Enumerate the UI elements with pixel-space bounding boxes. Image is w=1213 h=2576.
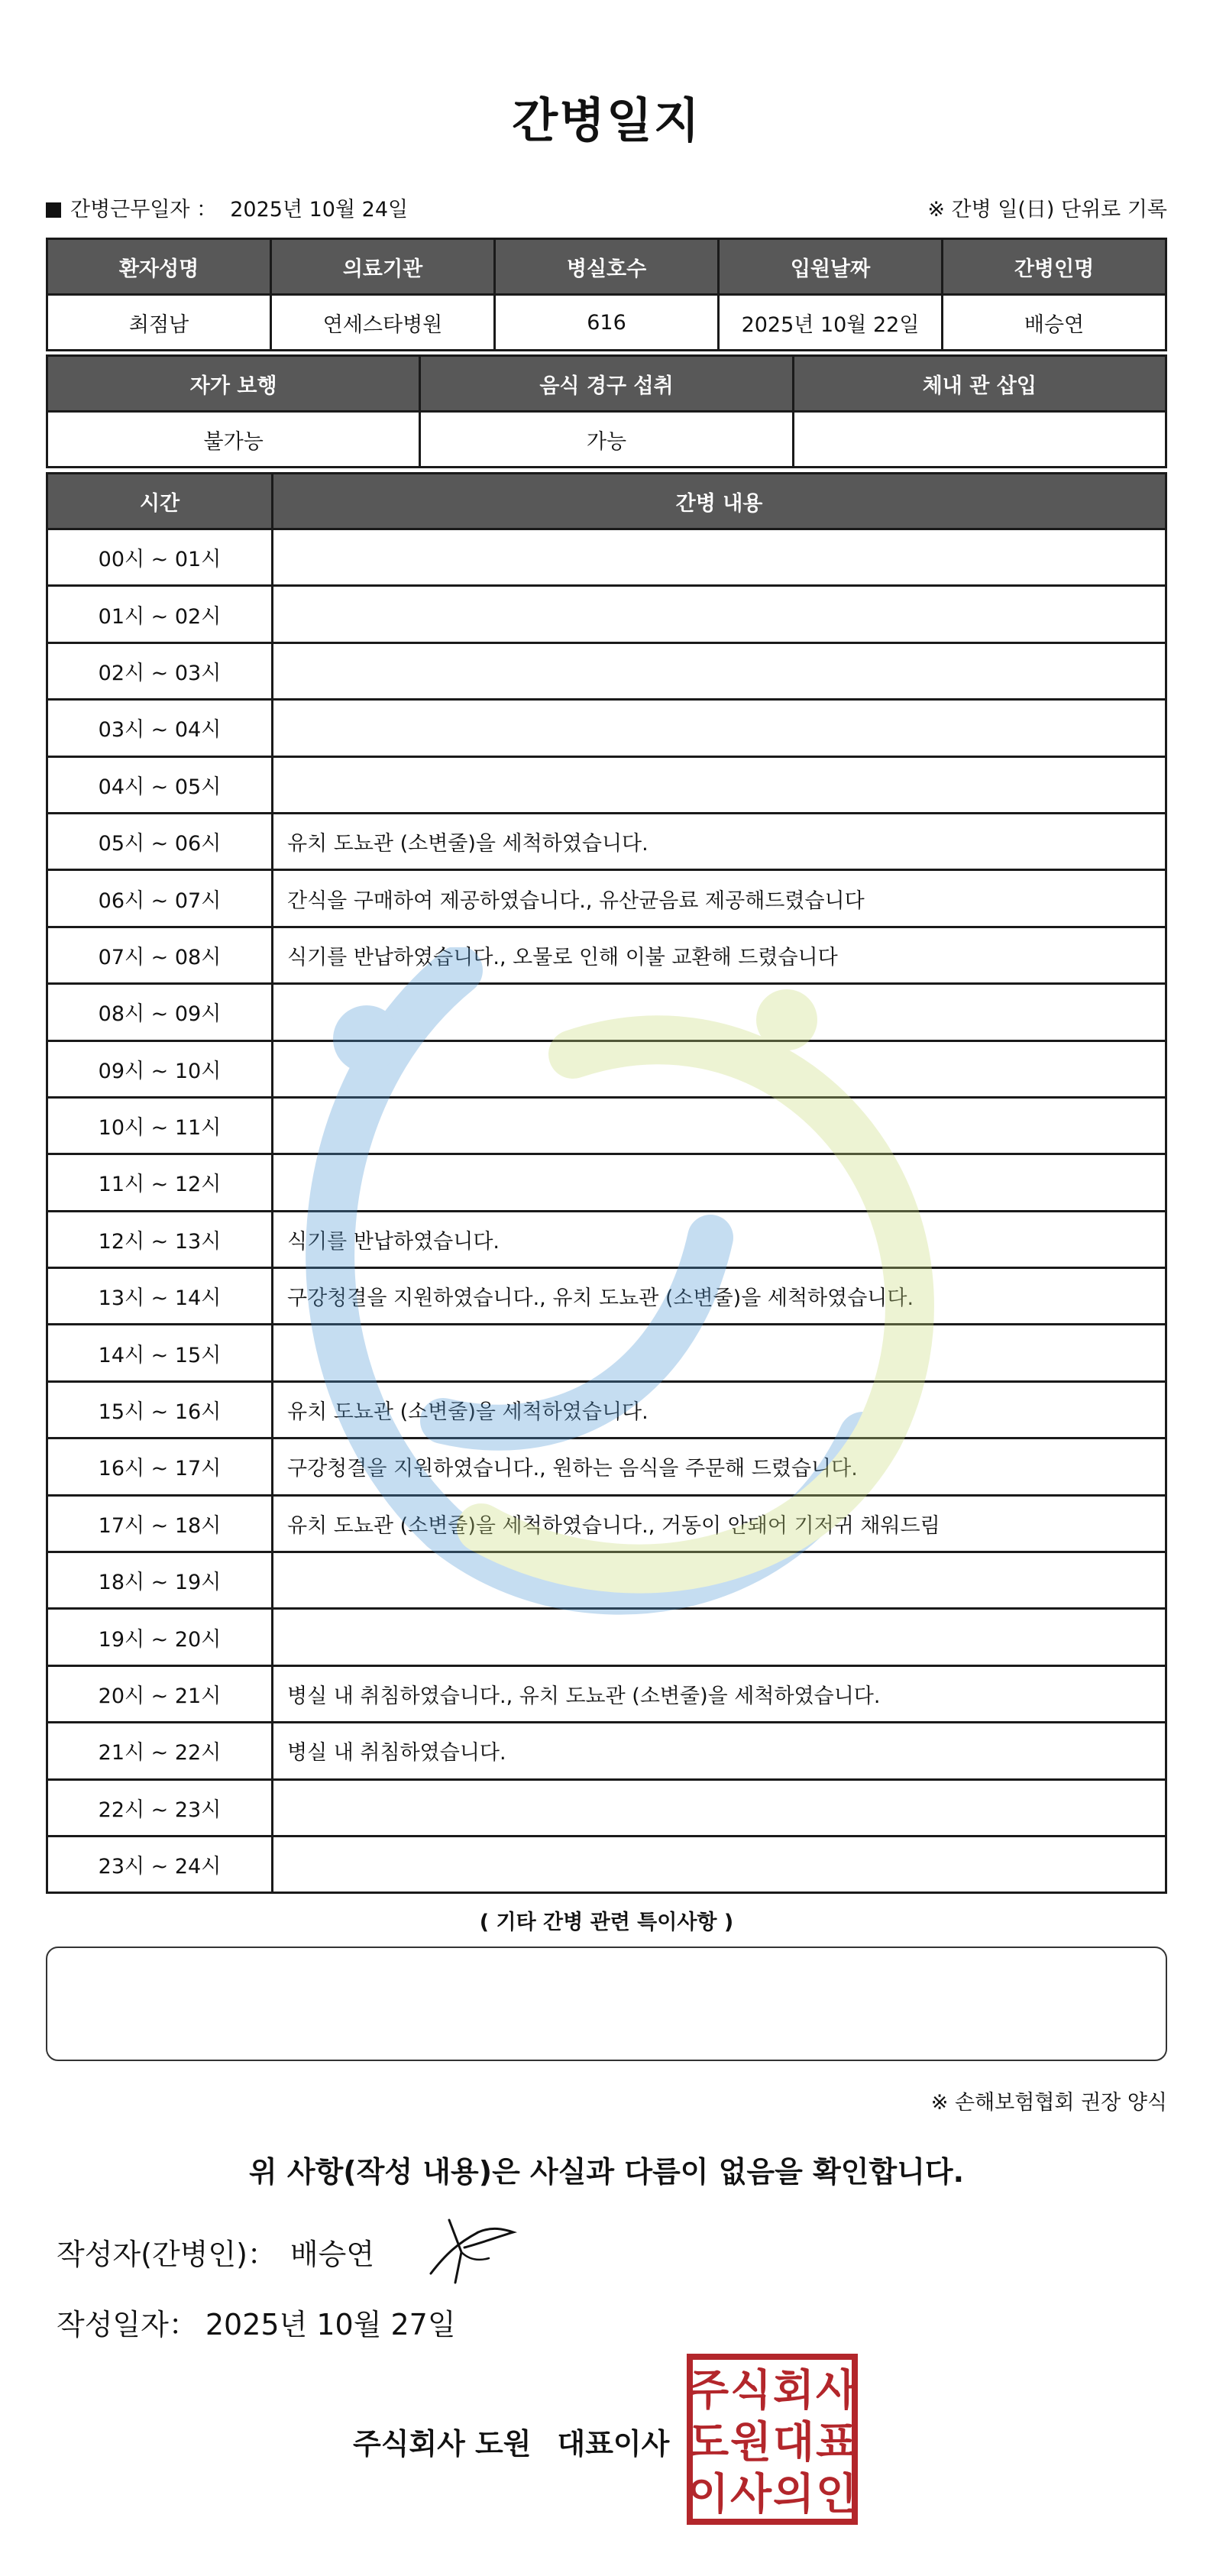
svg-text:주: 주 [687, 2366, 729, 2416]
patient-name: 최점남 [47, 295, 271, 351]
svg-text:식: 식 [729, 2366, 772, 2416]
log-row [47, 870, 1166, 927]
log-row [47, 927, 1166, 983]
company-seal-stamp-icon [686, 2353, 859, 2526]
log-content-cell [273, 1552, 1166, 1609]
svg-text:의: 의 [772, 2470, 815, 2519]
log-content-cell: 병실 내 취침하였습니다. [273, 1723, 1166, 1779]
log-content-cell: 병실 내 취침하였습니다., 유치 도뇨관 (소변줄)을 세척하였습니다. [273, 1665, 1166, 1722]
svg-text:이: 이 [687, 2470, 729, 2519]
log-row [47, 1836, 1166, 1892]
log-content-cell [273, 756, 1166, 813]
log-row [47, 529, 1166, 586]
log-content-cell: 구강청결을 지원하였습니다., 유치 도뇨관 (소변줄)을 세척하였습니다. [273, 1268, 1166, 1325]
log-content-cell [273, 1325, 1166, 1381]
status-header: 자가 보행 [47, 356, 420, 412]
log-row [47, 1097, 1166, 1154]
self-walking-value: 불가능 [47, 412, 420, 468]
log-content-cell: 유치 도뇨관 (소변줄)을 세척하였습니다. [273, 813, 1166, 869]
log-time-cell: 22시 ~ 23시 [47, 1779, 273, 1836]
log-row [47, 586, 1166, 642]
log-time-cell: 11시 ~ 12시 [47, 1154, 273, 1211]
written-date-value: 2025년 10월 27일 [205, 2308, 456, 2341]
log-time-cell: 08시 ~ 09시 [47, 984, 273, 1040]
svg-text:도: 도 [687, 2418, 729, 2468]
log-row [47, 756, 1166, 813]
log-row [47, 1040, 1166, 1097]
log-row [47, 1154, 1166, 1211]
log-time-cell: 15시 ~ 16시 [47, 1381, 273, 1438]
special-notes-box [46, 1947, 1167, 2061]
log-content-cell: 간식을 구매하여 제공하였습니다., 유산균음료 제공해드렸습니다 [273, 870, 1166, 927]
written-date-line [57, 2301, 456, 2343]
log-content-cell [273, 586, 1166, 642]
log-row [47, 700, 1166, 756]
confirmation-statement: 위 사항(작성 내용)은 사실과 다름이 없음을 확인합니다. [248, 2155, 965, 2189]
representative-title: 대표이사 [557, 2427, 670, 2461]
patient-status-table [46, 354, 1167, 468]
svg-text:사: 사 [815, 2366, 858, 2416]
work-date-line [46, 193, 408, 222]
log-content-cell [273, 1779, 1166, 1836]
work-date-value: 2025년 10월 24일 [230, 198, 409, 222]
log-time-cell: 01시 ~ 02시 [47, 586, 273, 642]
company-signature-line [353, 2420, 669, 2462]
log-content-cell: 유치 도뇨관 (소변줄)을 세척하였습니다. [273, 1381, 1166, 1438]
log-time-cell: 20시 ~ 21시 [47, 1665, 273, 1722]
log-content-cell: 유치 도뇨관 (소변줄)을 세척하였습니다., 거동이 안돼어 기저귀 채워드림 [273, 1495, 1166, 1552]
log-time-cell: 02시 ~ 03시 [47, 642, 273, 699]
log-time-cell: 03시 ~ 04시 [47, 700, 273, 756]
log-time-cell: 06시 ~ 07시 [47, 870, 273, 927]
log-time-cell: 16시 ~ 17시 [47, 1438, 273, 1495]
log-content-cell: 구강청결을 지원하였습니다., 원하는 음식을 주문해 드렸습니다. [273, 1438, 1166, 1495]
room-number: 616 [495, 295, 719, 351]
status-header: 음식 경구 섭취 [420, 356, 793, 412]
content-column-header: 간병 내용 [273, 474, 1166, 529]
log-time-cell: 14시 ~ 15시 [47, 1325, 273, 1381]
record-unit-note: ※ 간병 일(日) 단위로 기록 [927, 198, 1167, 222]
info-header: 의료기관 [271, 239, 495, 295]
admission-date: 2025년 10월 22일 [719, 295, 943, 351]
svg-text:표: 표 [815, 2418, 858, 2468]
log-time-cell: 09시 ~ 10시 [47, 1040, 273, 1097]
hourly-care-log-table [46, 472, 1167, 1894]
tube-insertion-value [793, 412, 1166, 468]
log-content-cell [273, 1609, 1166, 1665]
log-content-cell [273, 1154, 1166, 1211]
notes-title: ( 기타 간병 관련 특이사항 ) [479, 1911, 734, 1934]
log-time-cell: 04시 ~ 05시 [47, 756, 273, 813]
log-time-cell: 19시 ~ 20시 [47, 1609, 273, 1665]
log-time-cell: 12시 ~ 13시 [47, 1211, 273, 1267]
log-content-cell [273, 529, 1166, 586]
log-content-cell [273, 1097, 1166, 1154]
document-title: 간병일지 [512, 92, 701, 148]
work-date-label: 간병근무일자 ： [70, 198, 218, 222]
log-row [47, 1438, 1166, 1495]
svg-text:대: 대 [772, 2418, 815, 2468]
log-row [47, 1381, 1166, 1438]
black-square-icon [46, 202, 61, 218]
log-row [47, 1268, 1166, 1325]
caregiver-name: 배승연 [943, 295, 1166, 351]
info-header: 병실호수 [495, 239, 719, 295]
log-row [47, 1552, 1166, 1609]
log-row [47, 1495, 1166, 1552]
log-row [47, 1723, 1166, 1779]
oral-intake-value: 가능 [420, 412, 793, 468]
log-time-cell: 18시 ~ 19시 [47, 1552, 273, 1609]
log-row [47, 1665, 1166, 1722]
time-column-header: 시간 [47, 474, 273, 529]
log-time-cell: 07시 ~ 08시 [47, 927, 273, 983]
svg-text:인: 인 [815, 2470, 858, 2519]
log-row [47, 984, 1166, 1040]
svg-text:회: 회 [772, 2366, 815, 2416]
log-time-cell: 00시 ~ 01시 [47, 529, 273, 586]
log-time-cell: 05시 ~ 06시 [47, 813, 273, 869]
log-content-cell: 식기를 반납하였습니다. [273, 1211, 1166, 1267]
form-source-note: ※ 손해보험협회 권장 양식 [930, 2091, 1167, 2115]
status-header: 체내 관 삽입 [793, 356, 1166, 412]
log-row [47, 642, 1166, 699]
log-time-cell: 13시 ~ 14시 [47, 1268, 273, 1325]
log-content-cell [273, 1040, 1166, 1097]
log-time-cell: 10시 ~ 11시 [47, 1097, 273, 1154]
log-row [47, 1325, 1166, 1381]
written-date-label: 작성일자： [57, 2308, 198, 2341]
svg-text:원: 원 [729, 2418, 772, 2468]
log-row [47, 1779, 1166, 1836]
handwritten-signature-icon [428, 2215, 519, 2284]
log-content-cell [273, 1836, 1166, 1892]
patient-info-table [46, 238, 1167, 351]
writer-name: 배승연 [290, 2238, 375, 2271]
log-row [47, 813, 1166, 869]
writer-label: 작성자(간병인)： [57, 2238, 277, 2271]
log-content-cell [273, 642, 1166, 699]
svg-text:사: 사 [729, 2470, 772, 2519]
info-header: 입원날짜 [719, 239, 943, 295]
info-header: 간병인명 [943, 239, 1166, 295]
log-content-cell: 식기를 반납하였습니다., 오물로 인해 이불 교환해 드렸습니다 [273, 927, 1166, 983]
company-name: 주식회사 도원 [353, 2427, 532, 2461]
hospital-name: 연세스타병원 [271, 295, 495, 351]
writer-line [57, 2231, 374, 2273]
log-time-cell: 21시 ~ 22시 [47, 1723, 273, 1779]
log-content-cell [273, 700, 1166, 756]
info-header: 환자성명 [47, 239, 271, 295]
log-row [47, 1211, 1166, 1267]
log-time-cell: 23시 ~ 24시 [47, 1836, 273, 1892]
log-row [47, 1609, 1166, 1665]
log-content-cell [273, 984, 1166, 1040]
log-time-cell: 17시 ~ 18시 [47, 1495, 273, 1552]
